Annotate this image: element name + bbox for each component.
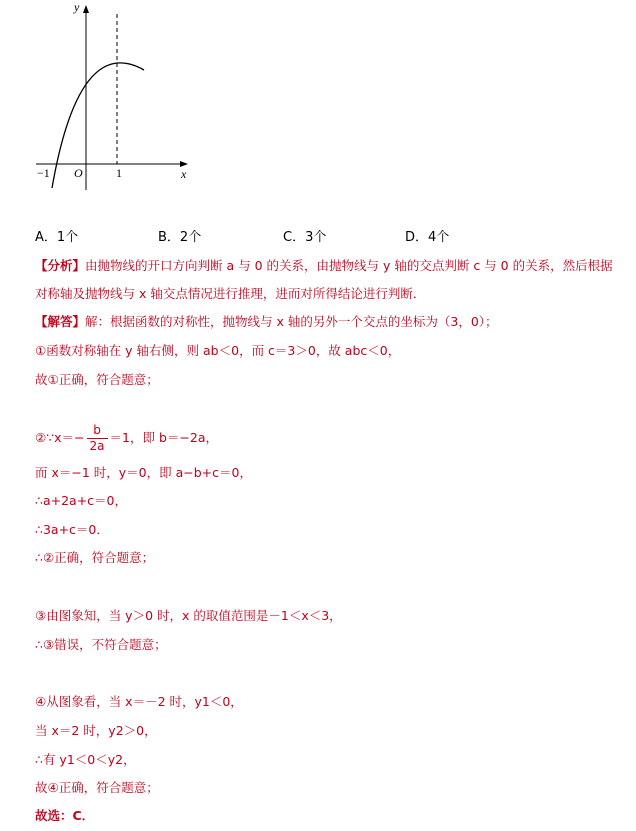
step4-line-4: 故④正确，符合题意； bbox=[35, 780, 159, 795]
choice-c-text: 3个 bbox=[305, 230, 327, 245]
y-axis-arrow bbox=[83, 5, 89, 13]
choice-b-letter: B． bbox=[158, 230, 180, 245]
step2-line-4: ∴3a+c＝0． bbox=[35, 522, 109, 537]
parabola-graph bbox=[28, 0, 198, 195]
step2-pre: ②∵x＝− bbox=[35, 430, 85, 445]
answer-choices bbox=[35, 226, 595, 246]
analysis-line-2: 对称轴及抛物线与 x 轴交点情况进行推理，进而对所得结论进行判断． bbox=[35, 286, 426, 301]
choice-b bbox=[158, 226, 201, 245]
fraction-denominator: 2a bbox=[89, 439, 105, 453]
solution-intro-text: 解：根据函数的对称性，抛物线与 x 轴的另外一个交点的坐标为（3，0）； bbox=[85, 314, 498, 329]
step2-line-2: 而 x＝−1 时，y＝0，即 a−b+c＝0， bbox=[35, 465, 252, 480]
step1-line-1: ①函数对称轴在 y 轴右侧，则 ab＜0，而 c＝3＞0，故 abc＜0， bbox=[35, 343, 401, 358]
final-answer: 故选：C． bbox=[35, 808, 95, 823]
x-axis-label: x bbox=[181, 167, 187, 181]
choice-d bbox=[405, 226, 449, 245]
step4-line-3: ∴有 y1＜0＜y2， bbox=[35, 752, 136, 767]
choice-d-letter: D． bbox=[405, 230, 429, 245]
step3-line-1: ③由图象知，当 y＞0 时，x 的取值范围是－1＜x＜3， bbox=[35, 608, 342, 623]
parabola-curve bbox=[52, 63, 144, 188]
step4-line-2: 当 x＝2 时，y2＞0， bbox=[35, 723, 157, 738]
step2-post: ＝1，即 b＝−2a， bbox=[109, 430, 218, 445]
step4-line-1: ④从图象看，当 x＝－2 时，y1＜0， bbox=[35, 694, 243, 709]
one-label: 1 bbox=[116, 166, 122, 180]
y-axis-label: y bbox=[74, 0, 80, 14]
choice-a-letter: A． bbox=[35, 230, 57, 245]
choice-b-text: 2个 bbox=[179, 230, 202, 245]
step2-line-5: ∴②正确，符合题意； bbox=[35, 550, 155, 565]
analysis-text-1: 由抛物线的开口方向判断 a 与 0 的关系，由抛物线与 y 轴的交点判断 c 与 0 的关系，然后根据 bbox=[85, 258, 613, 273]
fraction-b-over-2a bbox=[87, 423, 108, 454]
step2-line-3: ∴a+2a+c＝0， bbox=[35, 493, 127, 508]
analysis-line-1 bbox=[35, 256, 613, 274]
solution-tag: 【解答】 bbox=[35, 314, 86, 329]
neg-one-label: −1 bbox=[37, 166, 50, 180]
choice-d-text: 4个 bbox=[428, 230, 450, 245]
step2-line-1 bbox=[35, 423, 218, 454]
choice-a bbox=[35, 226, 78, 245]
choice-c bbox=[283, 226, 326, 245]
choice-a-text: 1个 bbox=[56, 230, 79, 245]
origin-label: O bbox=[74, 166, 83, 180]
analysis-tag: 【分析】 bbox=[35, 258, 86, 273]
step3-line-2: ∴③错误，不符合题意； bbox=[35, 637, 167, 652]
choice-c-letter: C． bbox=[283, 230, 306, 245]
solution-intro bbox=[35, 312, 498, 330]
step1-line-2: 故①正确，符合题意； bbox=[35, 372, 159, 387]
fraction-numerator: b bbox=[87, 423, 108, 439]
